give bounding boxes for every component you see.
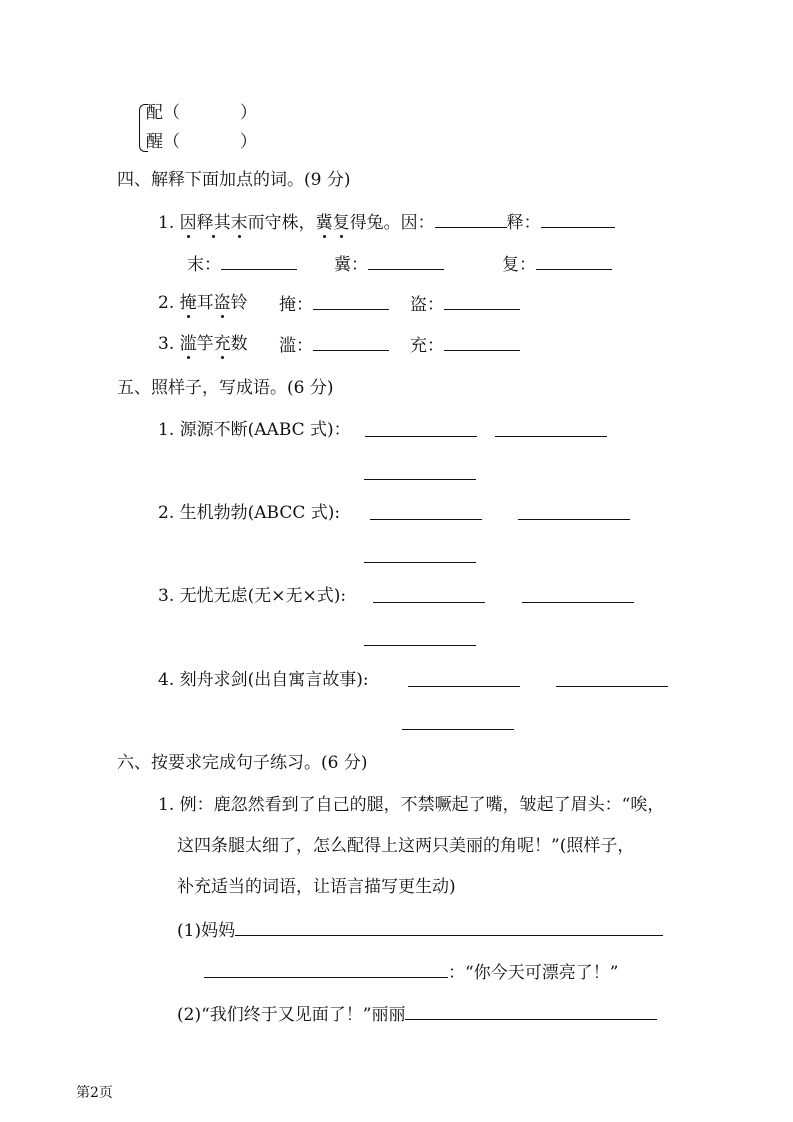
- s5-item-4: [158, 670, 369, 690]
- answer-blank[interactable]: [402, 713, 514, 730]
- pair-row-2: [146, 132, 257, 152]
- answer-label: 冀：: [334, 255, 368, 275]
- q-number: 4.: [158, 670, 175, 690]
- answer-blank[interactable]: [313, 293, 389, 310]
- section6-heading: 六、按要求完成句子练习。(6 分): [117, 753, 368, 773]
- pair-row-1: [146, 103, 257, 123]
- answer-blank[interactable]: [556, 670, 668, 687]
- paren-close: ）: [240, 103, 257, 123]
- answer-blank[interactable]: [373, 586, 485, 603]
- answer-label: 复：: [502, 255, 536, 275]
- s5-item-2: [158, 503, 340, 523]
- s5-item-1: [158, 420, 351, 440]
- dotted-char: 末: [230, 213, 248, 233]
- pair-char: 醒: [146, 132, 163, 152]
- paren-open: （: [163, 132, 180, 152]
- example-line-2: 这四条腿太细了，怎么配得上这两只美丽的角呢！”(照样子，: [177, 836, 635, 856]
- answer-blank[interactable]: [370, 503, 482, 520]
- q-number: 2.: [158, 293, 175, 313]
- q-number: 3.: [158, 334, 175, 354]
- section5-heading: 五、照样子，写成语。(6 分): [117, 378, 334, 398]
- answer-label: 因：: [400, 213, 435, 233]
- dotted-char: 释其: [196, 213, 231, 233]
- answer-label: 盗：: [410, 295, 444, 315]
- s4-q1-row2c: [502, 253, 612, 275]
- plain-text: 竽: [196, 334, 214, 354]
- answer-blank[interactable]: [536, 253, 612, 270]
- answer-label: 充：: [410, 336, 444, 356]
- answer-blank[interactable]: [313, 334, 389, 351]
- s4-q3: [158, 334, 248, 354]
- sub1-row2: [204, 961, 618, 983]
- paren-close: ）: [240, 132, 257, 152]
- answer-blank[interactable]: [368, 253, 444, 270]
- answer-blank[interactable]: [204, 961, 448, 978]
- answer-blank[interactable]: [444, 334, 520, 351]
- answer-label: 末：: [187, 255, 221, 275]
- dotted-char: 掩: [179, 293, 197, 313]
- s4-q1-row2b: [334, 253, 444, 275]
- dotted-char: 复: [332, 213, 350, 233]
- answer-blank[interactable]: [435, 211, 507, 228]
- answer-blank[interactable]: [541, 211, 615, 228]
- plain-text: 铃: [230, 293, 248, 313]
- example-line-1: 1. 例：鹿忽然看到了自己的腿，不禁噘起了嘴，皱起了眉头：“唉，: [158, 795, 665, 815]
- sub1-quote: ：“你今天可漂亮了！”: [448, 963, 619, 983]
- page-number: 第2页: [76, 1085, 113, 1101]
- answer-blank[interactable]: [444, 293, 520, 310]
- answer-blank[interactable]: [364, 546, 476, 563]
- plain-text: 数: [230, 334, 248, 354]
- s4-q2: [158, 293, 248, 313]
- answer-blank[interactable]: [221, 253, 297, 270]
- answer-blank[interactable]: [235, 919, 663, 936]
- item-text: 生机勃勃(ABCC 式):: [179, 503, 341, 523]
- q-number: 1.: [158, 420, 175, 440]
- sub1-row: [177, 919, 663, 941]
- answer-blank[interactable]: [408, 670, 520, 687]
- example-line-3: 补充适当的词语，让语言描写更生动): [177, 877, 456, 897]
- dotted-char: 充: [213, 334, 231, 354]
- s4-q1-row2: [187, 253, 297, 275]
- answer-label: 滥：: [279, 336, 313, 356]
- s5-item-3: [158, 586, 346, 606]
- dotted-char: 滥: [179, 334, 197, 354]
- answer-blank[interactable]: [365, 420, 477, 437]
- answer-blank[interactable]: [405, 1003, 657, 1020]
- plain-text: 得兔。: [349, 213, 401, 233]
- answer-label: 释：: [506, 213, 541, 233]
- dotted-char: 盗: [213, 293, 231, 313]
- s4-q3-a: [279, 334, 389, 356]
- sub2-row: [177, 1003, 657, 1025]
- q-number: 2.: [158, 503, 175, 523]
- dotted-char: 冀: [315, 213, 333, 233]
- s4-q3-b: [410, 334, 520, 356]
- answer-label: 掩：: [279, 295, 313, 315]
- sub2-label: (2)“我们终于又见面了！”丽丽: [177, 1005, 406, 1025]
- item-text: 刻舟求剑(出自寓言故事):: [179, 670, 369, 690]
- section4-heading: 四、解释下面加点的词。(9 分): [117, 170, 351, 190]
- item-text: 无忧无虑(无×无×式):: [179, 586, 347, 606]
- sub1-label: (1)妈妈: [177, 921, 236, 941]
- s4-q1: [158, 211, 615, 233]
- answer-blank[interactable]: [495, 420, 607, 437]
- s4-q2-a: [279, 293, 389, 315]
- dotted-char: 因: [179, 213, 197, 233]
- answer-blank[interactable]: [364, 629, 476, 646]
- plain-text: 而守株，: [247, 213, 316, 233]
- answer-blank[interactable]: [364, 463, 476, 480]
- q-number: 1.: [158, 213, 175, 233]
- item-text: 源源不断(AABC 式)：: [179, 420, 351, 440]
- paren-open: （: [163, 103, 180, 123]
- plain-text: 耳: [196, 293, 214, 313]
- s4-q2-b: [410, 293, 520, 315]
- q-number: 3.: [158, 586, 175, 606]
- answer-blank[interactable]: [518, 503, 630, 520]
- pair-char: 配: [146, 103, 163, 123]
- answer-blank[interactable]: [522, 586, 634, 603]
